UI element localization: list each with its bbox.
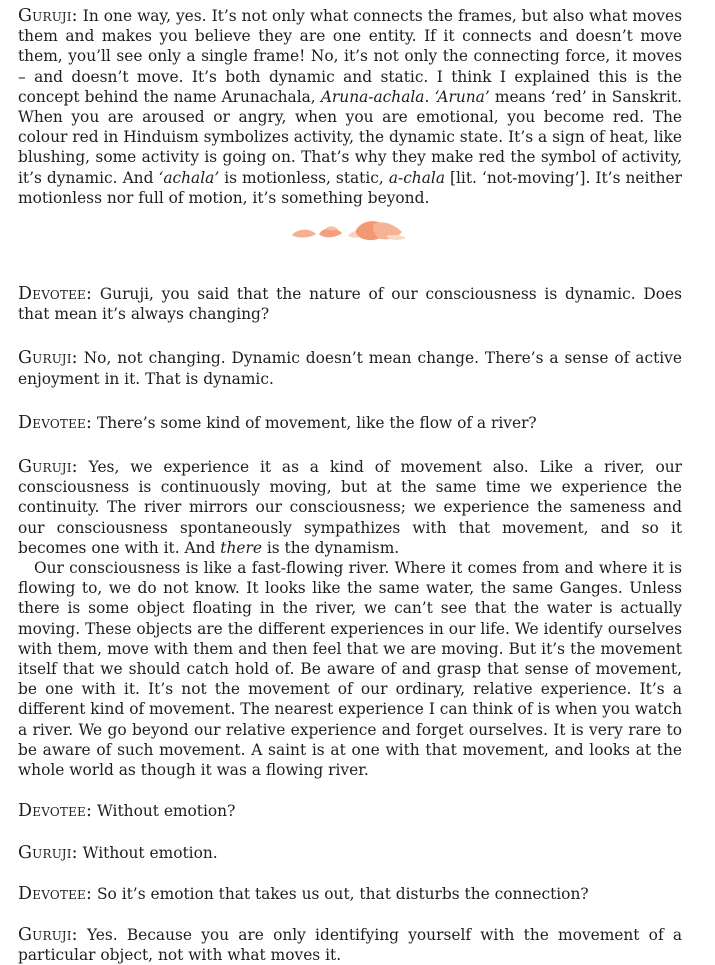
petal-medium [319,226,342,237]
paragraph-fast-flowing-river [18,558,682,780]
paragraph-guruji-without-emotion [18,843,682,863]
paragraph-text: There’s some kind of movement, like the flow of a river? [92,413,537,432]
italic-term: Aruna-achala [320,87,425,106]
speaker-label: Guruji: [18,457,78,478]
speaker-label: Devotee: [18,883,93,904]
paragraph-devotee-emotion-disturbs [18,884,682,904]
page-content [18,6,682,965]
paragraph-text: [lit. ‘not-moving’]. It’s neither motionless nor full of motion, it’s something beyond. [18,168,682,207]
paragraph-guruji-arunachala [18,6,682,208]
paragraph-text: is motionless, static, [219,168,389,187]
paragraph-text: Without emotion? [92,802,236,821]
paragraph-devotee-river [18,413,682,433]
italic-term: ‘Aruna’ [434,87,490,106]
section-spacer [18,244,682,284]
paragraph-text: Yes, we experience it as a kind of movement also. Like a river, our consciousness is continuously moving, but at the same time we experience the continuity. The river mirrors our consciousness; we experience the sameness and our consciousness spontaneously sympathizes with that movement, and so it becomes one with it. And [18,458,682,557]
paragraph-guruji-identifying [18,925,682,965]
speaker-label: Guruji: [18,924,78,945]
petal-small-left [292,230,316,238]
paragraph-text: Yes. Because you are only identifying yourself with the movement of a particular object, not with what moves it. [18,925,682,965]
paragraph-guruji-movement [18,457,682,558]
paragraph-text: is the dynamism. [261,538,400,557]
italic-term: ‘achala’ [158,168,220,187]
speaker-label: Guruji: [18,842,78,863]
paragraph-text: Our consciousness is like a fast-flowing river. Where it comes from and where it is flowing to, we do not know. It looks like the same water, the same Ganges. Unless there is some object floating in the river, we can’t see that the water is actually moving. These objects are the different experiences in our life. We identify ourselves with them, move with them and then feel that we are moving. But it’s the movement itself that we should catch hold of. Be aware of and grasp that sense of movement, be one with it. It’s not the movement of our ordinary, relative experience. It’s a different kind of movement. The nearest experience I can think of is when you watch a river. We go beyond our relative experience and forget ourselves. It is very rare to be aware of such movement. A saint is at one with that movement, and looks at the whole world as though it was a flowing river. [18,559,682,780]
speaker-label: Guruji: [18,6,78,26]
speaker-label: Devotee: [18,284,93,305]
paragraph-devotee-without-emotion [18,801,682,821]
speaker-label: Devotee: [18,412,93,433]
paragraph-text: means ‘red’ in Sanskrit. When you are aroused or angry, when you are emotional, you become red. The colour red in Hinduism symbolizes activity, the dynamic state. It’s a sign of heat, like blushing, some activity is going on. That’s why they make red the symbol of activity, it’s dynamic. And [18,87,682,187]
italic-term: there [220,538,262,557]
paragraph-text: Without emotion. [77,843,218,862]
paragraph-text: . [424,87,435,106]
paragraph-text: Guruji, you said that the nature of our consciousness is dynamic. Does that mean it’s always changing? [18,285,682,324]
speaker-label: Devotee: [18,801,93,822]
paragraph-guruji-not-changing [18,348,682,388]
paragraph-text: So it’s emotion that takes us out, that disturbs the connection? [92,884,589,903]
lotus-petals-icon [290,216,410,244]
paragraph-devotee-question-dynamic [18,284,682,324]
paragraph-text: In one way, yes. It’s not only what connects the frames, but also what moves them and makes you believe they are one entity. If it connects and doesn’t move them, you’ll see only a single frame! No, it’s not only the connecting force, it moves – and doesn’t move. It’s both dynamic and static. I think I explained this is the concept behind the name Arunachala, [18,7,682,106]
petal-cluster [348,221,406,240]
speaker-label: Guruji: [18,348,78,369]
paragraph-text: No, not changing. Dynamic doesn’t mean change. There’s a sense of active enjoyment in it. That is dynamic. [18,349,682,388]
italic-term: a-chala [388,168,445,187]
